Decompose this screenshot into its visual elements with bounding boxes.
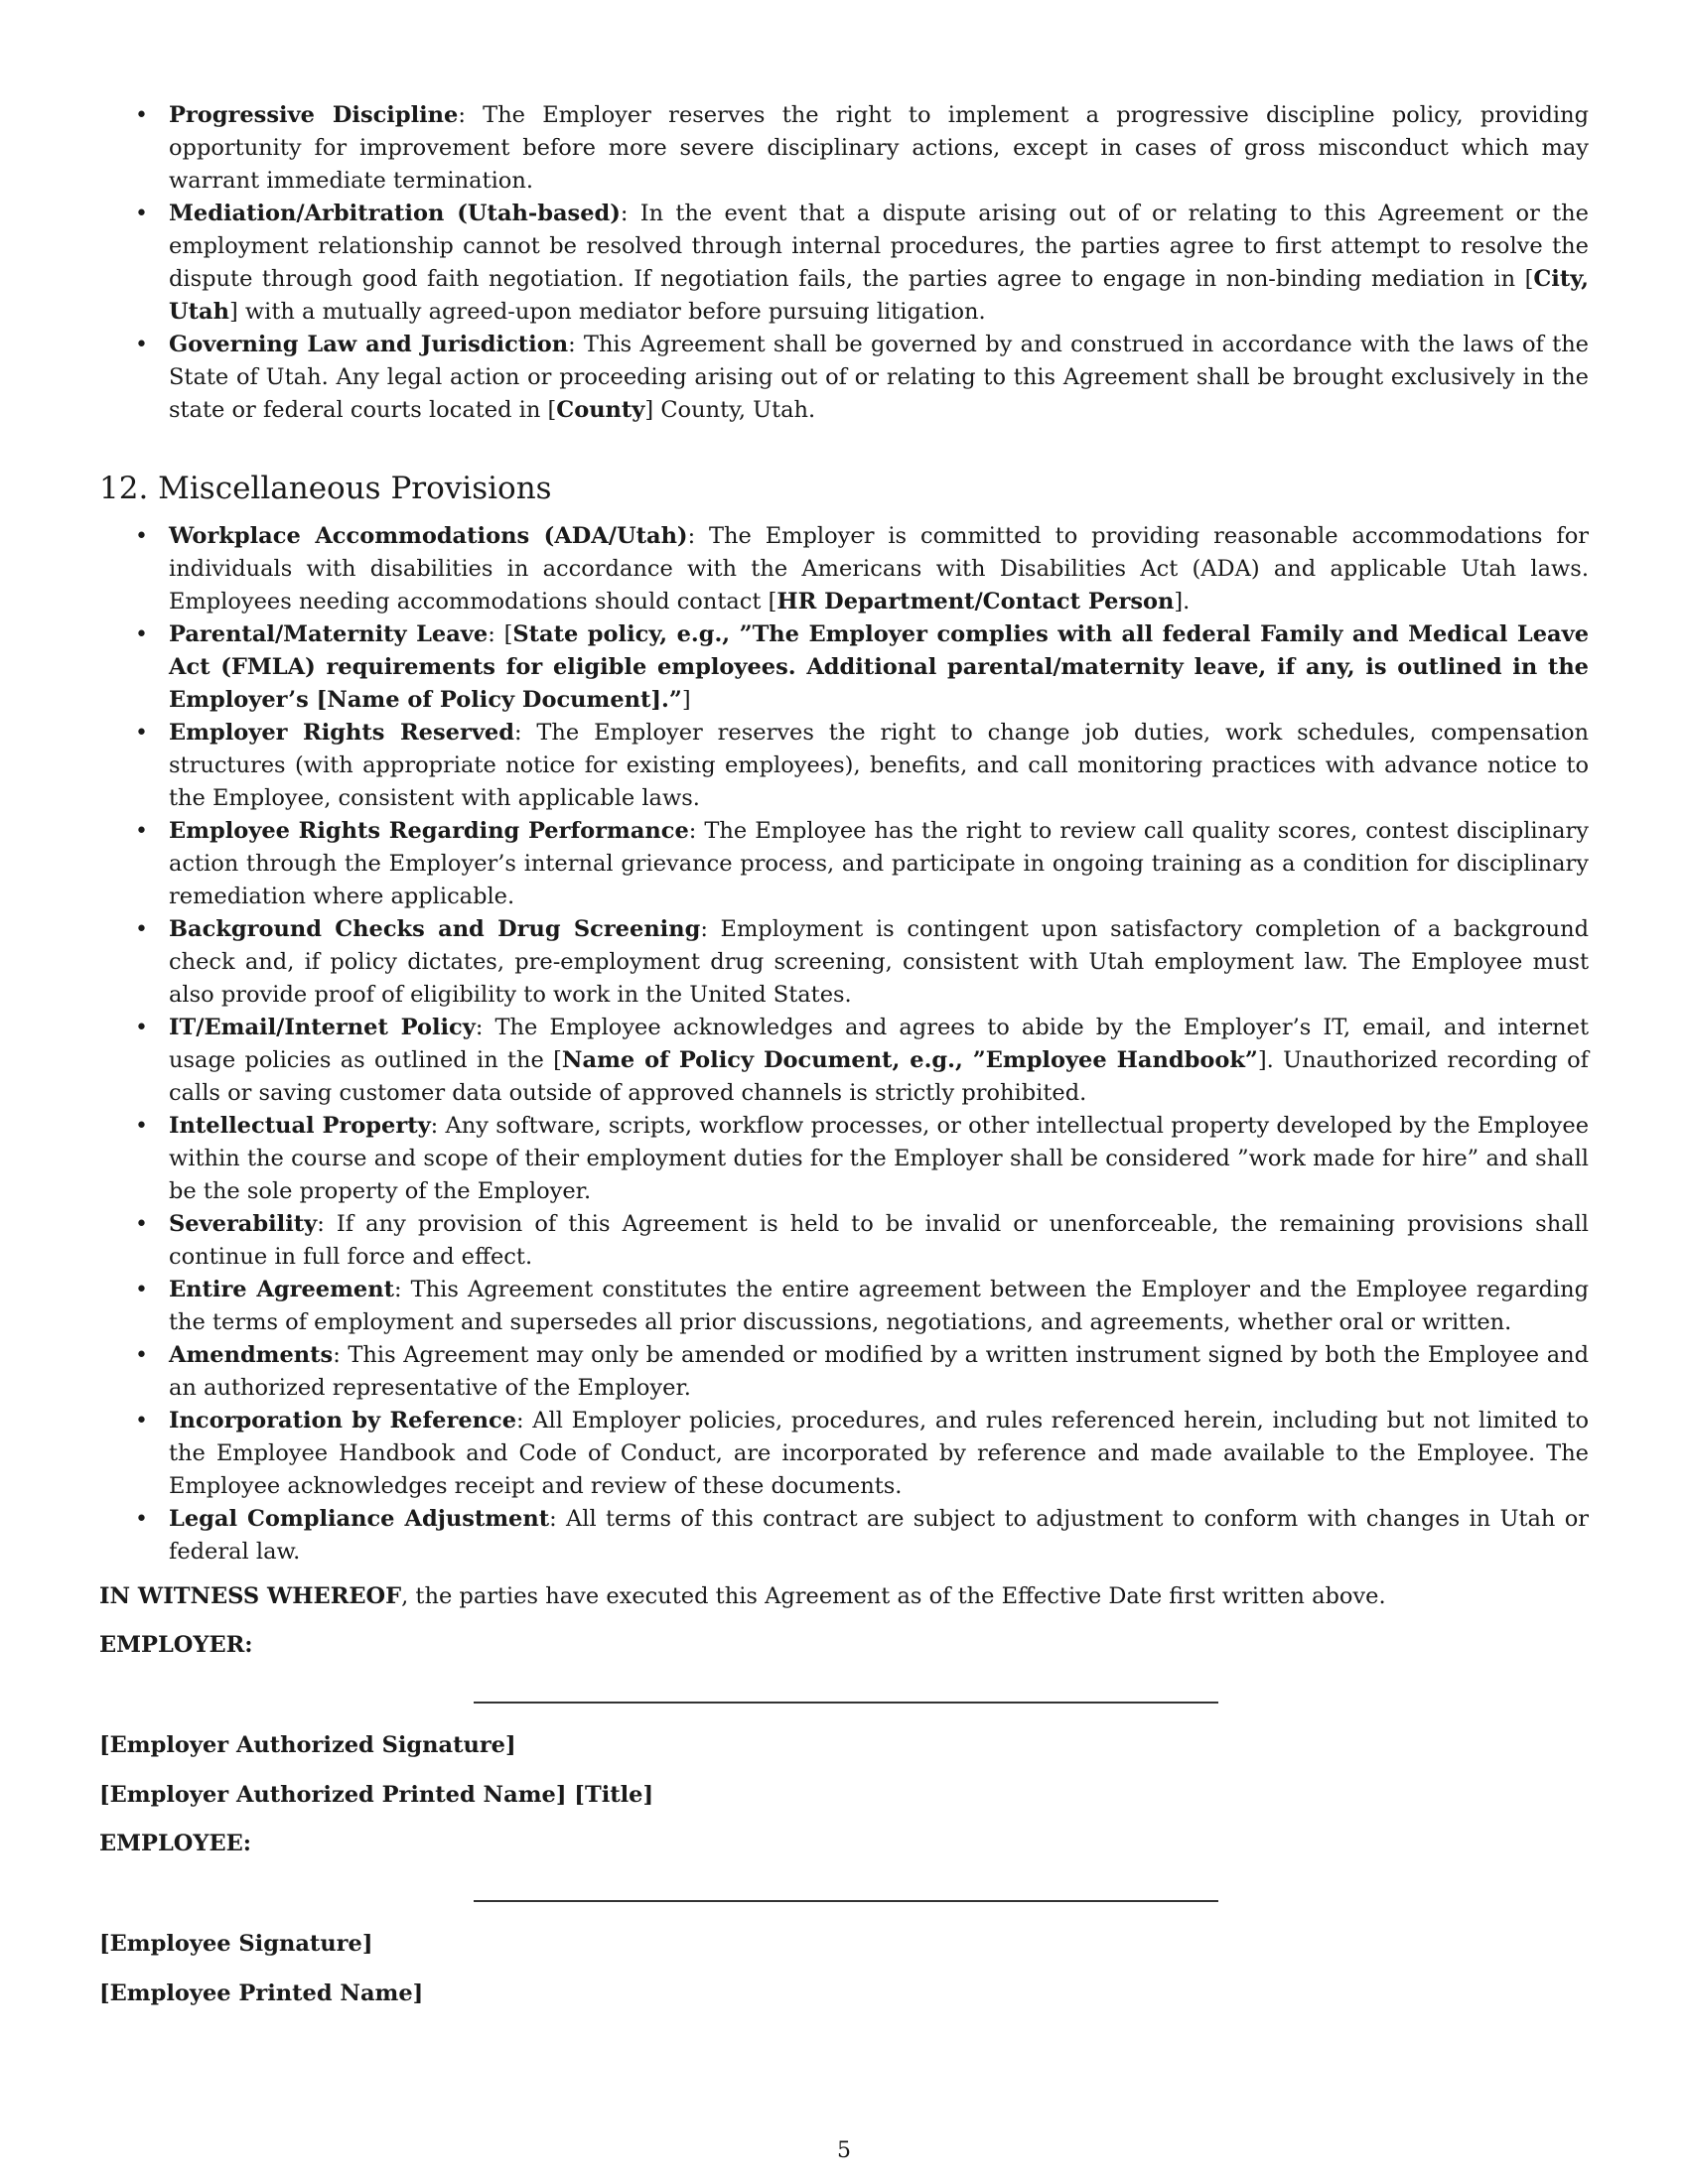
employer-label: EMPLOYER: [99, 1632, 253, 1658]
bullet-marker: • [135, 721, 148, 746]
list-item-term: Progressive Discipline [169, 102, 459, 128]
list-item-term: Entire Agreement [169, 1277, 394, 1302]
list-item-text: ] County, Utah. [644, 397, 816, 423]
list-item-term: Legal Compliance Adjustment [169, 1506, 550, 1532]
list-item-placeholder: HR Department/Contact Person [776, 589, 1175, 614]
employee-label: EMPLOYEE: [99, 1831, 252, 1856]
list-item-text: : This Agreement constitutes the entire agreement between the Employer and the Employee regarding the terms of employment and supersedes all prior discussions, negotiations, and agreements, whether oral or written. [169, 1277, 1589, 1335]
employer-signature-line [474, 1702, 1218, 1704]
list-item-text: : All terms of this contract are subject to adjustment to conform with changes in Utah or federal law. [169, 1506, 1590, 1565]
witness-clause [99, 1580, 1589, 1613]
bullet-marker: • [135, 333, 148, 357]
list-item-term: Severability [169, 1211, 318, 1237]
bullet-marker: • [135, 819, 148, 844]
list-item [99, 1208, 1589, 1274]
list-item-term: Incorporation by Reference [169, 1408, 517, 1433]
bullet-marker: • [135, 1212, 148, 1237]
list-item-text: : This Agreement shall be governed by and construed in accordance with the laws of the State of Utah. Any legal action or proceeding arising out of or relating to this Agreement shall be brought exclusively in the state or federal courts located in [ [169, 332, 1589, 423]
list-item-text: : The Employee acknowledges and agrees to abide by the Employer’s IT, email, and internet usage policies as outlined in the [ [169, 1015, 1589, 1073]
list-item [99, 1110, 1589, 1208]
page-number: 5 [837, 2138, 851, 2163]
list-item [99, 618, 1589, 717]
employee-signature-placeholder: [Employee Signature] [99, 1931, 373, 1957]
list-item-text: : The Employee has the right to review call quality scores, contest disciplinary action through the Employer’s internal grievance process, and participate in ongoing training as a condition for disciplinary remediation where applicable. [169, 818, 1589, 909]
list-item [99, 717, 1589, 815]
list-item-text: : The Employer reserves the right to change job duties, work schedules, compensation structures (with appropriate notice for existing employees), benefits, and call monitoring practices with advance notice to the Employee, consistent with applicable laws. [169, 720, 1589, 811]
bullet-marker: • [135, 622, 148, 647]
employer-printed-name-placeholder: [Employer Authorized Printed Name] [Title] [99, 1782, 654, 1808]
list-item [99, 198, 1589, 329]
list-item-text: : [ [488, 621, 513, 647]
list-item-term: Employee Rights Regarding Performance [169, 818, 689, 844]
list-item [99, 1012, 1589, 1110]
list-item [99, 1274, 1589, 1339]
bullet-marker: • [135, 1409, 148, 1433]
witness-text: , the parties have executed this Agreement as of the Effective Date first written above. [401, 1583, 1386, 1609]
bullet-marker: • [135, 1016, 148, 1040]
list-item [99, 1339, 1589, 1405]
list-item-text: : The Employer is committed to providing reasonable accommodations for individuals with disabilities in accordance with the Americans with Disabilities Act (ADA) and applicable Utah laws. Employees needing accommodations should contact [ [169, 523, 1590, 614]
list-item-text: : In the event that a dispute arising out of or relating to this Agreement or the employment relationship cannot be resolved through internal procedures, the parties agree to first attempt to resolve the dispute through good faith negotiation. If negotiation fails, the parties agree to engage in non-binding mediation in [ [169, 201, 1589, 292]
list-item [99, 520, 1589, 618]
list-item-term: Intellectual Property [169, 1113, 431, 1139]
bullet-marker: • [135, 524, 148, 549]
list-item-text: ] [681, 687, 691, 713]
list-item-term: Mediation/Arbitration (Utah-based) [169, 201, 621, 226]
list-item-term: Parental/Maternity Leave [169, 621, 489, 647]
list-item-text: : Any software, scripts, workflow processes, or other intellectual property developed by the Employee within the course and scope of their employment duties for the Employer shall be considered ”work made for hire” and shall be the sole property of the Employer. [169, 1113, 1590, 1204]
list-item-term: Governing Law and Jurisdiction [169, 332, 569, 357]
list-item-text: : All Employer policies, procedures, and rules referenced herein, including but not limited to the Employee Handbook and Code of Conduct, are incorporated by reference and made available to the Employee. The Employee acknowledges receipt and review of these documents. [169, 1408, 1589, 1499]
list-item [99, 329, 1589, 427]
list-item-text: : This Agreement may only be amended or modified by a written instrument signed by both the Employee and an authorized representative of the Employer. [169, 1342, 1589, 1401]
section-heading: 12. Miscellaneous Provisions [99, 471, 552, 506]
list-item-placeholder: City, Utah [169, 266, 1589, 325]
bullet-list-misc [99, 520, 1589, 1569]
list-item [99, 815, 1589, 913]
list-item-text: ]. [1174, 589, 1191, 614]
list-item [99, 913, 1589, 1012]
list-item [99, 1405, 1589, 1503]
list-item-placeholder: County [556, 397, 645, 423]
list-item-placeholder: State policy, e.g., ”The Employer complies with all federal Family and Medical Leave Act (FMLA) requirements for eligible employees. Additional parental/maternity leave, if any, is outlined in the Employer’s [Name of Policy Document].” [169, 621, 1590, 713]
list-item [99, 99, 1589, 198]
list-item-text: : Employment is contingent upon satisfactory completion of a background check and, if policy dictates, pre-employment drug screening, consistent with Utah employment law. The Employee must also provide proof of eligibility to work in the United States. [169, 916, 1589, 1008]
list-item [99, 1503, 1589, 1569]
list-item-text: : The Employer reserves the right to implement a progressive discipline policy, providing opportunity for improvement before more severe disciplinary actions, except in cases of gross misconduct which may warrant immediate termination. [169, 102, 1589, 194]
list-item-text: : If any provision of this Agreement is held to be invalid or unenforceable, the remaining provisions shall continue in full force and effect. [169, 1211, 1589, 1270]
list-item-term: Background Checks and Drug Screening [169, 916, 701, 942]
list-item-term: IT/Email/Internet Policy [169, 1015, 476, 1040]
list-item-term: Employer Rights Reserved [169, 720, 514, 746]
list-item-term: Workplace Accommodations (ADA/Utah) [169, 523, 688, 549]
bullet-marker: • [135, 202, 148, 226]
list-item-text: ]. Unauthorized recording of calls or saving customer data outside of approved channels is strictly prohibited. [169, 1047, 1589, 1106]
bullet-marker: • [135, 1114, 148, 1139]
list-item-term: Amendments [169, 1342, 334, 1368]
bullet-marker: • [135, 1507, 148, 1532]
bullet-marker: • [135, 917, 148, 942]
list-item-placeholder: Name of Policy Document, e.g., ”Employee Handbook” [561, 1047, 1258, 1073]
bullet-marker: • [135, 1343, 148, 1368]
witness-lead: IN WITNESS WHEREOF [99, 1583, 402, 1609]
bullet-marker: • [135, 103, 148, 128]
employee-signature-line [474, 1900, 1218, 1902]
bullet-list-dispute [99, 99, 1589, 427]
employer-signature-placeholder: [Employer Authorized Signature] [99, 1732, 516, 1758]
employee-printed-name-placeholder: [Employee Printed Name] [99, 1980, 424, 2006]
document-page [99, 99, 1589, 2010]
bullet-marker: • [135, 1278, 148, 1302]
list-item-text: ] with a mutually agreed-upon mediator before pursuing litigation. [228, 299, 986, 325]
